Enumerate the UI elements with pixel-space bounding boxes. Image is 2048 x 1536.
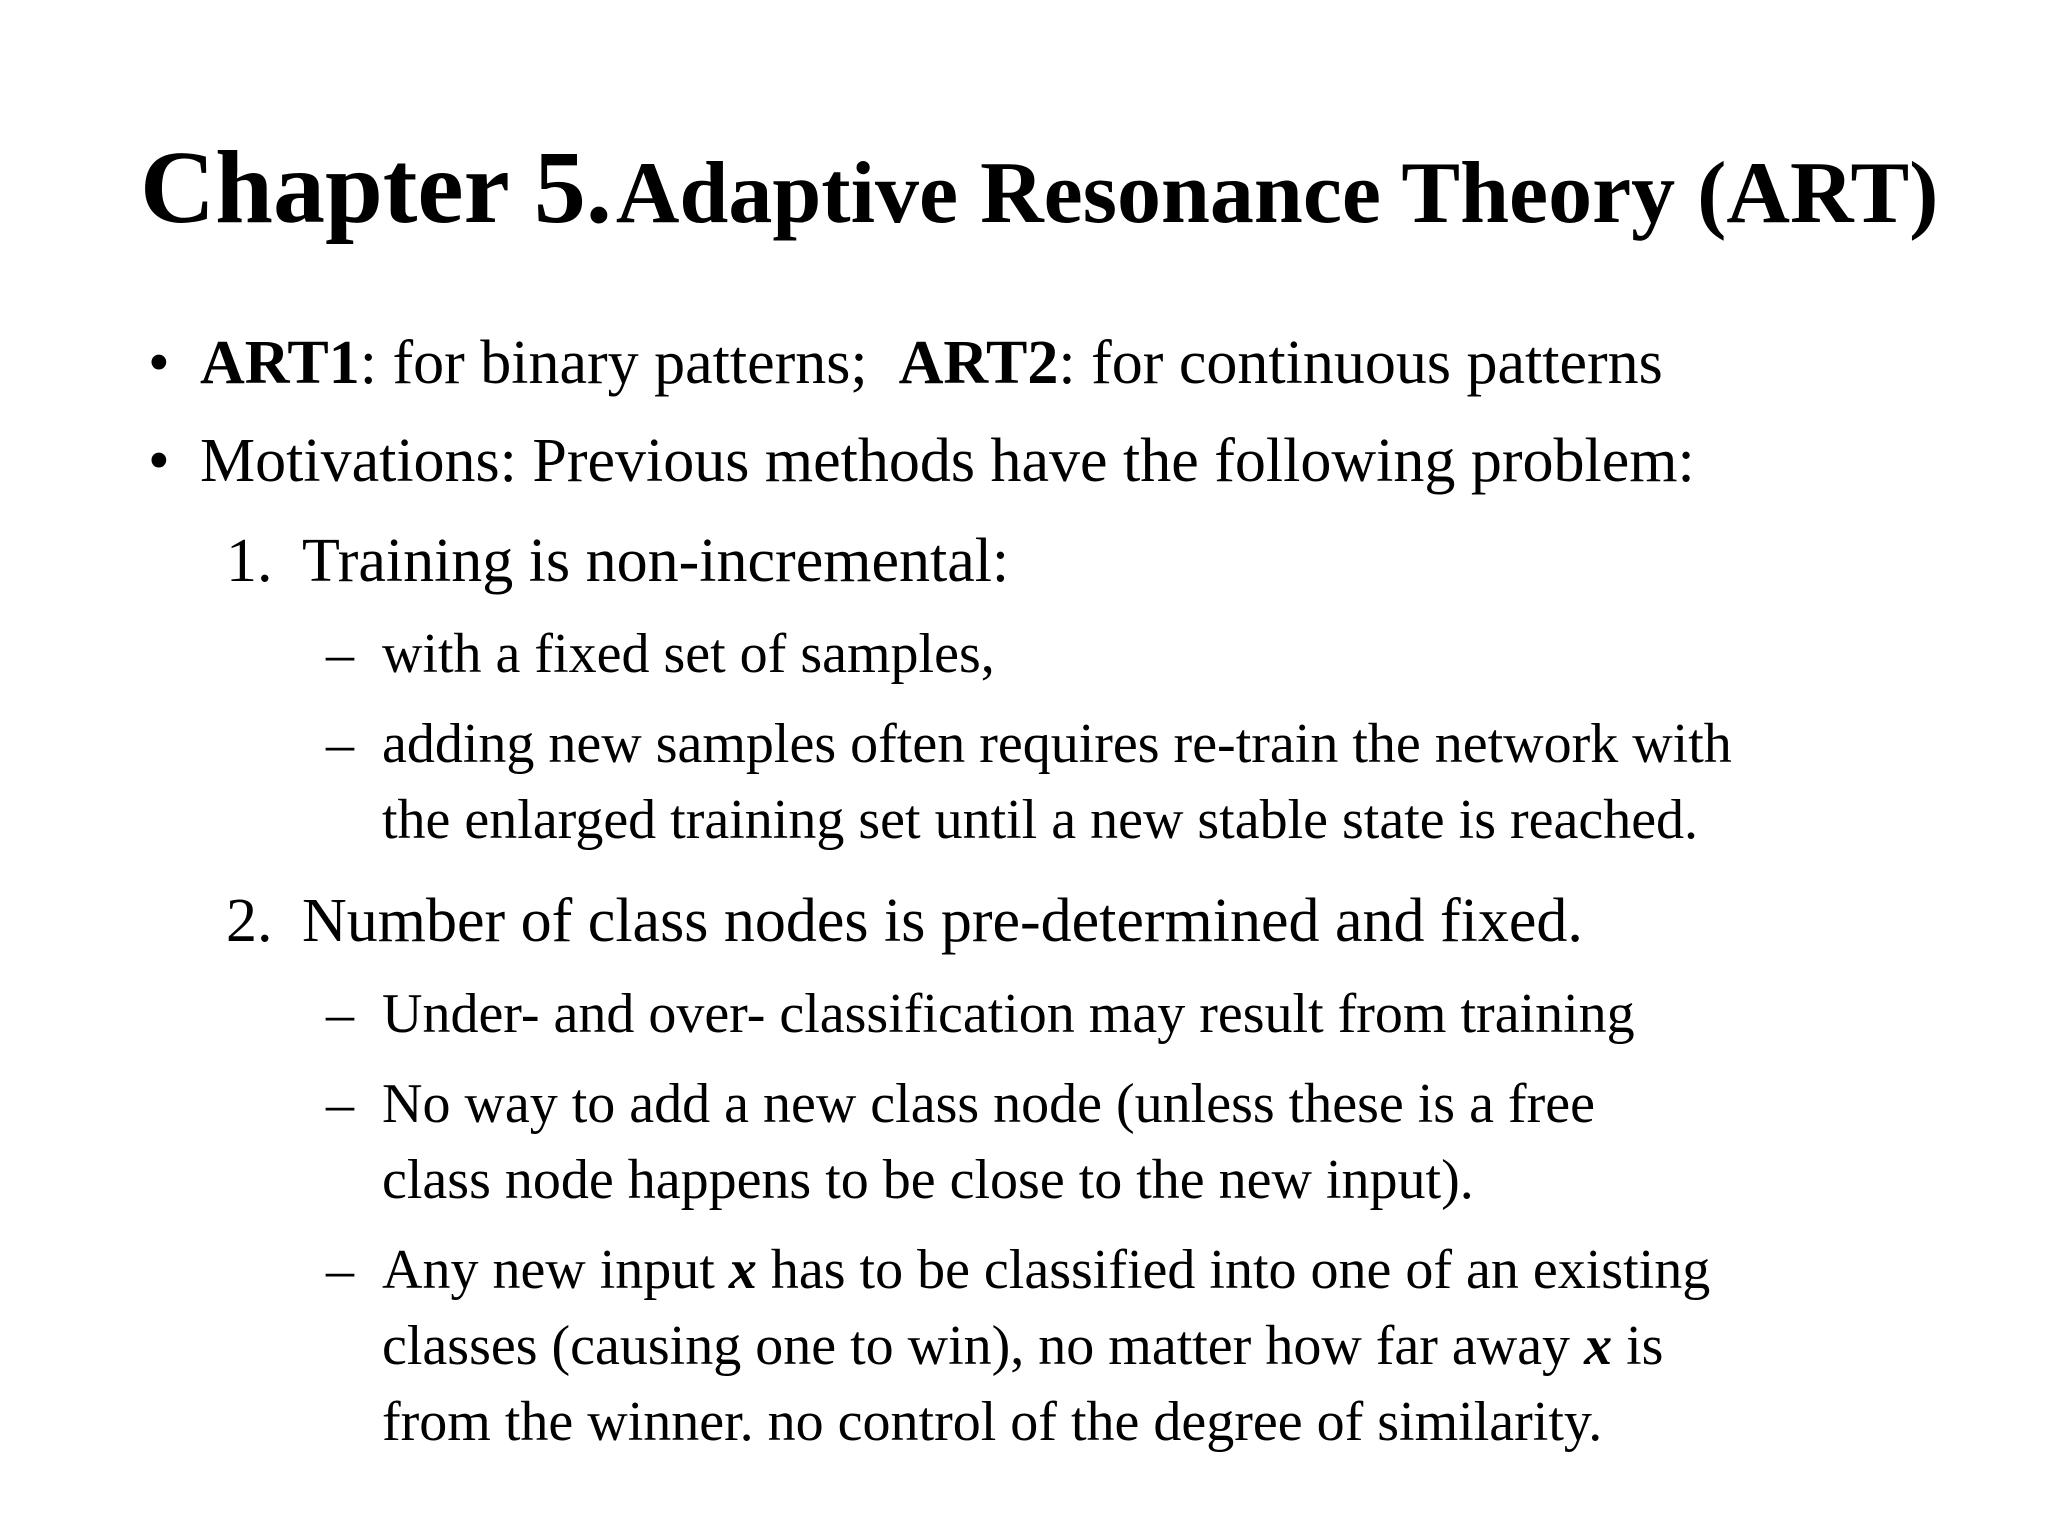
art2-label: ART2: [898, 329, 1059, 397]
subitem-fixed-samples: with a fixed set of samples,: [382, 623, 995, 685]
bullet-motivations: Motivations: Previous methods have the following problem:: [200, 427, 1695, 495]
subitem-new-input-line3: from the winner. no control of the degree of similarity.: [382, 1391, 1603, 1453]
item-number: 1.: [226, 527, 273, 595]
bullet-marker: •: [148, 427, 170, 495]
bullet-art-types: [200, 329, 1663, 397]
chapter-title: Adaptive Resonance Theory (ART): [615, 145, 1939, 242]
dash-marker: –: [326, 1073, 354, 1135]
subitem-new-input-line1: [382, 1239, 1711, 1301]
item-number: 2.: [226, 887, 273, 955]
subitem-retrain-line1: adding new samples often requires re-train the network with: [382, 713, 1732, 775]
subitem-new-node-line1: No way to add a new class node (unless these is a free: [382, 1073, 1595, 1135]
subitem-new-input-line2: [382, 1315, 1664, 1377]
art2-description: : for continuous patterns: [1058, 329, 1663, 397]
item-training: Training is non-incremental:: [302, 527, 1010, 595]
text-span: has to be classified into one of an existing: [756, 1239, 1711, 1301]
text-span: Any new input: [382, 1239, 729, 1301]
variable-x: x: [728, 1239, 757, 1301]
subitem-retrain-line2: the enlarged training set until a new stable state is reached.: [382, 789, 1699, 851]
chapter-label: Chapter 5.: [140, 130, 612, 245]
text-span: is: [1612, 1315, 1664, 1377]
dash-marker: –: [326, 623, 354, 685]
slide-title: [140, 130, 1939, 245]
subitem-new-node-line2: class node happens to be close to the new input).: [382, 1149, 1474, 1211]
bullet-marker: •: [148, 329, 170, 397]
art1-description: : for binary patterns;: [359, 329, 868, 397]
item-class-nodes: Number of class nodes is pre-determined and fixed.: [302, 887, 1583, 955]
subitem-classification: Under- and over- classification may result from training: [382, 983, 1635, 1045]
dash-marker: –: [326, 1239, 354, 1301]
art1-label: ART1: [200, 329, 360, 397]
dash-marker: –: [326, 983, 354, 1045]
variable-x: x: [1584, 1315, 1613, 1377]
text-span: classes (causing one to win), no matter how far away: [382, 1315, 1585, 1377]
dash-marker: –: [326, 713, 354, 775]
